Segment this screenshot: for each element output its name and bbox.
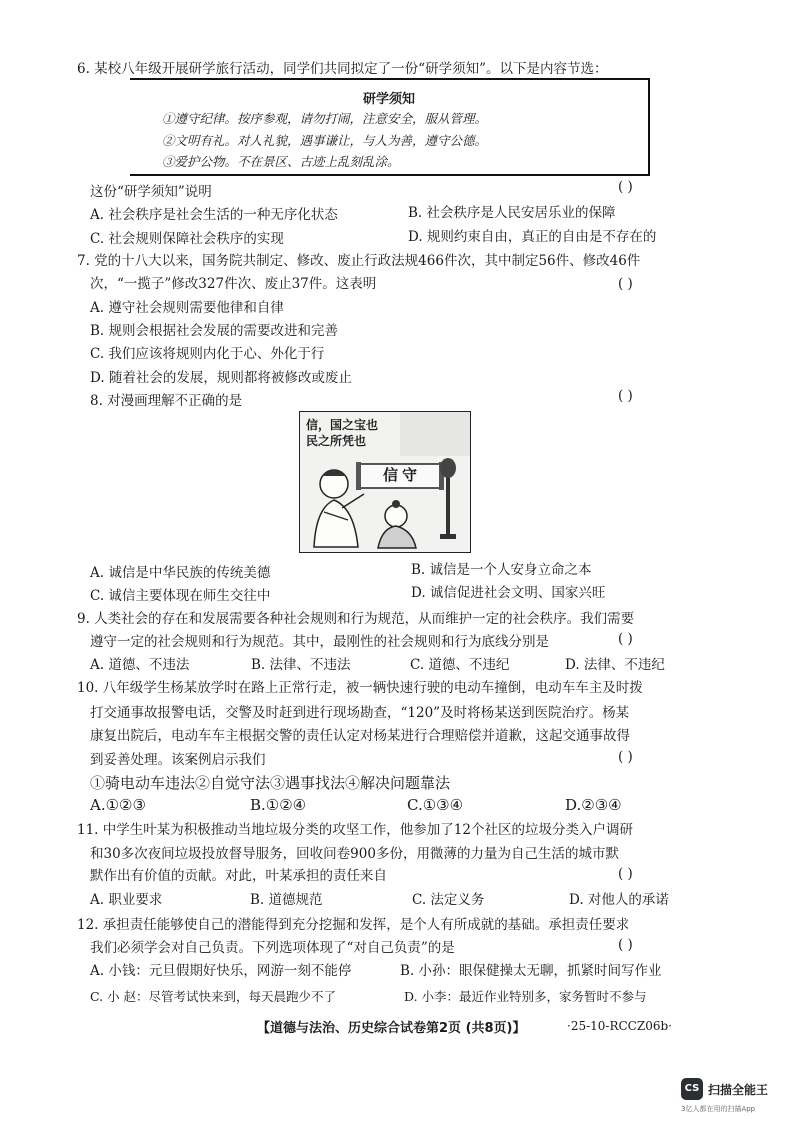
q8-option-a: A. 诚信是中华民族的传统美德 xyxy=(90,565,271,581)
q10-option-a: A.①②③ xyxy=(90,796,146,814)
watermark-subtitle: 3亿人都在用的扫描App xyxy=(681,1105,756,1113)
q9-option-c: C. 道德、不违纪 xyxy=(410,657,510,673)
cartoon-caption-2: 民之所凭也 xyxy=(306,434,367,448)
q8-stem: 8. 对漫画理解不正确的是 xyxy=(90,393,243,409)
q11-option-a: A. 职业要求 xyxy=(90,892,163,908)
q10-option-c: C.①③④ xyxy=(407,796,464,814)
notice-box xyxy=(130,78,650,176)
q8-answer-paren: ( ) xyxy=(618,388,633,404)
q11-option-b: B. 道德规范 xyxy=(250,892,323,908)
cartoon-scroll-text: 信守 xyxy=(383,466,422,484)
q12-option-a: A. 小钱：元旦假期好快乐，网游一刻不能停 xyxy=(90,963,352,979)
scanner-watermark xyxy=(681,1078,781,1118)
watermark-name: 扫描全能王 xyxy=(708,1083,769,1097)
q11-option-c: C. 法定义务 xyxy=(412,892,485,908)
q10-line-4: 到妥善处理。该案例启示我们 xyxy=(90,752,266,768)
q7-option-c: C. 我们应该将规则内化于心、外化于行 xyxy=(90,346,325,362)
q6-option-d: D. 规则约束自由，真正的自由是不存在的 xyxy=(408,229,657,245)
q9-option-b: B. 法律、不违法 xyxy=(251,657,351,673)
q7-option-b: B. 规则会根据社会发展的需要改进和完善 xyxy=(90,323,339,339)
q10-option-b: B.①②④ xyxy=(250,796,307,814)
q10-choices: ①骑电动车违法②自觉守法③遇事找法④解决问题靠法 xyxy=(90,774,451,792)
notice-item-2: ②文明有礼。对人礼貌，遇事谦让，与人为善，遵守公德。 xyxy=(162,133,488,148)
q6-answer-paren: ( ) xyxy=(618,179,633,195)
q7-line-2: 次，“一揽子”修改327件次、废止37件。这表明 xyxy=(90,276,377,292)
q12-option-c: C. 小 赵：尽管考试快来到，每天晨跑少不了 xyxy=(90,989,337,1004)
notice-item-1: ①遵守纪律。按序参观，请勿打闹，注意安全，服从管理。 xyxy=(162,111,488,126)
q7-option-a: A. 遵守社会规则需要他律和自律 xyxy=(90,300,284,316)
q7-option-d: D. 随着社会的发展，规则都将被修改或废止 xyxy=(90,370,352,386)
q8-option-c: C. 诚信主要体现在师生交往中 xyxy=(90,588,271,604)
page-footer: 【道德与法治、历史综合试卷第2页 (共8页)】 xyxy=(257,1021,526,1036)
q6-option-c: C. 社会规则保障社会秩序的实现 xyxy=(90,231,284,247)
q10-line-1: 10. 八年级学生杨某放学时在路上正常行走，被一辆快速行驶的电动车撞倒，电动车车主及时拨 xyxy=(77,680,643,696)
cartoon-illustration xyxy=(299,411,471,553)
q11-line-3: 默作出有价值的贡献。对此，叶某承担的责任来自 xyxy=(90,868,387,884)
q12-line-1: 12. 承担责任能够使自己的潜能得到充分挖掘和发挥，是个人有所成就的基础。承担责任要求 xyxy=(77,917,630,933)
q10-line-2: 打交通事故报警电话，交警及时赶到进行现场勘查，“120”及时将杨某送到医院治疗。杨某 xyxy=(90,705,630,721)
q12-option-b: B. 小孙：眼保健操太无聊，抓紧时间写作业 xyxy=(400,963,662,979)
q11-answer-paren: ( ) xyxy=(618,866,633,882)
q12-line-2: 我们必须学会对自己负责。下列选项体现了“对自己负责”的是 xyxy=(90,940,455,956)
q12-answer-paren: ( ) xyxy=(618,937,633,953)
q6-option-a: A. 社会秩序是社会生活的一种无序化状态 xyxy=(90,207,338,223)
q9-line-1: 9. 人类社会的存在和发展需要各种社会规则和行为规范，从而维护一定的社会秩序。我们需要 xyxy=(77,611,635,627)
q9-answer-paren: ( ) xyxy=(618,631,633,647)
camscanner-logo-icon: CS xyxy=(681,1078,703,1100)
q12-option-d: D. 小李：最近作业特别多，家务暂时不参与 xyxy=(404,989,647,1004)
notice-title: 研学须知 xyxy=(362,92,415,107)
q6-question: 这份“研学须知”说明 xyxy=(90,184,212,200)
q6-stem: 6. 某校八年级开展研学旅行活动，同学们共同拟定了一份“研学须知”。以下是内容节选： xyxy=(77,61,608,77)
q11-line-2: 和30多次夜间垃圾投放督导服务，回收问卷900多份，用微薄的力量为自己生活的城市默 xyxy=(90,846,619,862)
q8-option-b: B. 诚信是一个人安身立命之本 xyxy=(411,562,592,578)
q9-option-d: D. 法律、不违纪 xyxy=(565,657,665,673)
q11-option-d: D. 对他人的承诺 xyxy=(569,892,669,908)
q10-line-3: 康复出院后，电动车车主根据交警的责任认定对杨某进行合理赔偿并道歉，这起交通事故得 xyxy=(90,728,630,744)
q9-line-2: 遵守一定的社会规则和行为规范。其中，最刚性的社会规则和行为底线分别是 xyxy=(90,634,549,650)
q7-line-1: 7. 党的十八大以来，国务院共制定、修改、废止行政法规466件次，其中制定56件、修改46件 xyxy=(77,253,641,269)
q11-line-1: 11. 中学生叶某为积极推动当地垃圾分类的攻坚工作，他参加了12个社区的垃圾分类入户调研 xyxy=(77,822,633,838)
q6-option-b: B. 社会秩序是人民安居乐业的保障 xyxy=(408,205,616,221)
q10-answer-paren: ( ) xyxy=(618,749,633,765)
q8-option-d: D. 诚信促进社会文明、国家兴旺 xyxy=(411,585,606,601)
paper-code: ·25-10-RCCZ06b· xyxy=(567,1019,672,1033)
q9-option-a: A. 道德、不违法 xyxy=(90,657,190,673)
notice-item-3: ③爱护公物。不在景区、古迹上乱刻乱涂。 xyxy=(162,154,400,169)
q10-option-d: D.②③④ xyxy=(565,796,622,814)
cartoon-caption-1: 信，国之宝也 xyxy=(306,418,379,432)
q7-answer-paren: ( ) xyxy=(618,276,633,292)
